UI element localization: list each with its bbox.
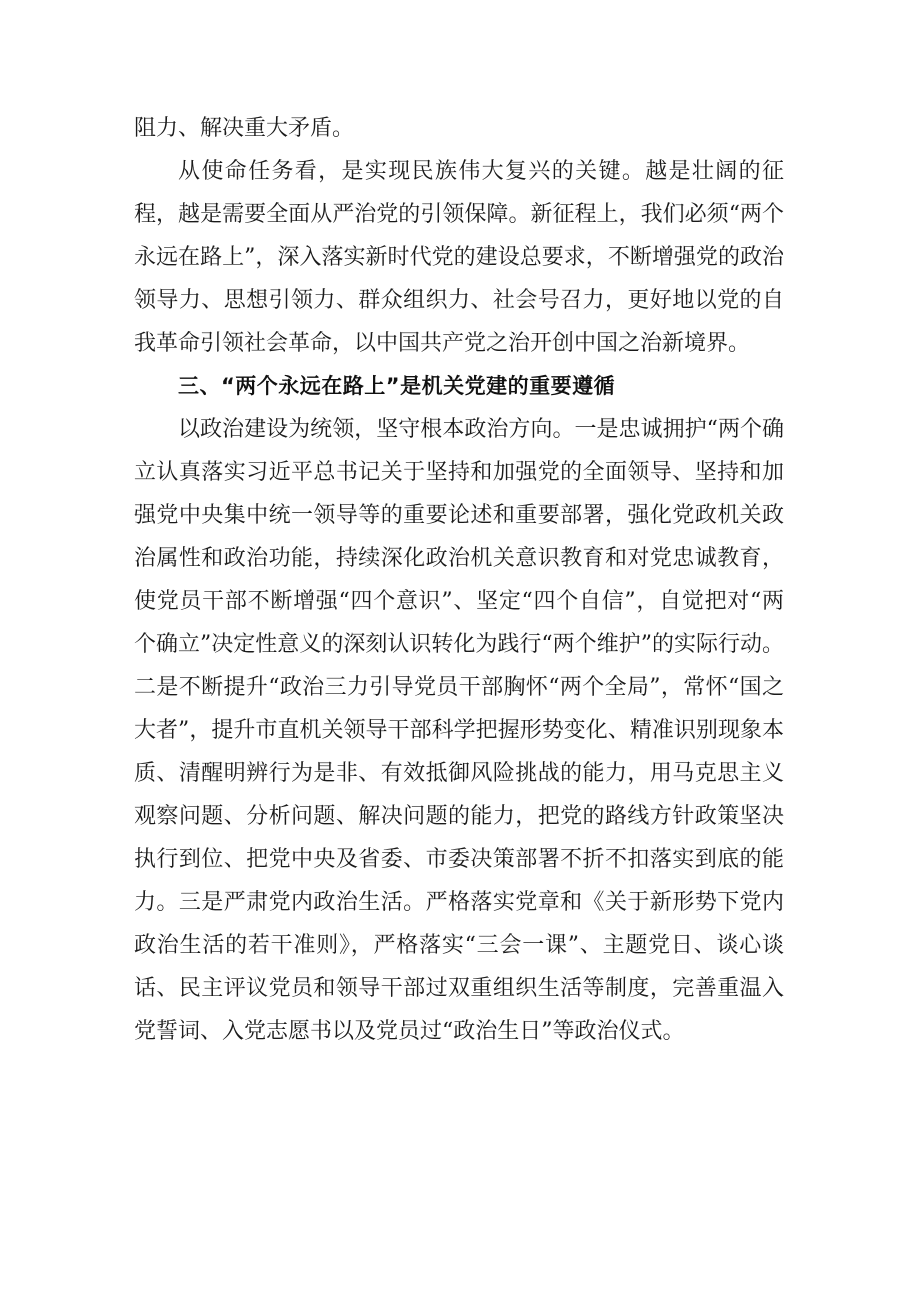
section-heading-three: 三、“两个永远在路上”是机关党建的重要遵循 — [178, 374, 616, 398]
paragraph-political-construction: 以政治建设为统领，坚守根本政治方向。一是忠诚拥护“两个确立认真落实习近平总书记关于坚持和加强党的全面领导、坚持和加强党中央集中统一领导等的重要论述和重要部署，强化党政机关政治属性和政治功能，持续深化政治机关意识教育和对党忠诚教育，使党员干部不断增强“四个意识”、坚定“四个自信”，自觉把对“两个确立”决定性意义的深刻认识转化为践行“两个维护”的实际行动。二是不断提升“政治三力引导党员干部胸怀“两个全局”，常怀“国之大者”，提升市直机关领导干部科学把握形势变化、精准识别现象本质、清醒明辨行为是非、有效抵御风险挑战的能力，用马克思主义观察问题、分析问题、解决问题的能力，把党的路线方针政策坚决执行到位、把党中央及省委、市委决策部署不折不扣落实到底的能力。三是严肃党内政治生活。严格落实党章和《关于新形势下党内政治生活的若干准则》，严格落实“三会一课”、主题党日、谈心谈话、民主评议党员和领导干部过双重组织生活等制度，完善重温入党誓词、入党志愿书以及党员过“政治生日”等政治仪式。 — [134, 417, 784, 1044]
paragraph-continuation: 阻力、解决重大矛盾。 — [134, 116, 355, 141]
document-body — [134, 107, 784, 1053]
paragraph-mission-tasks: 从使命任务看，是实现民族伟大复兴的关键。越是壮阔的征程，越是需要全面从严治党的引领保障。新征程上，我们必须“两个永远在路上”，深入落实新时代党的建设总要求，不断增强党的政治领导力、思想引领力、群众组织力、社会号召力，更好地以党的自我革命引领社会革命，以中国共产党之治开创中国之治新境界。 — [134, 159, 784, 356]
